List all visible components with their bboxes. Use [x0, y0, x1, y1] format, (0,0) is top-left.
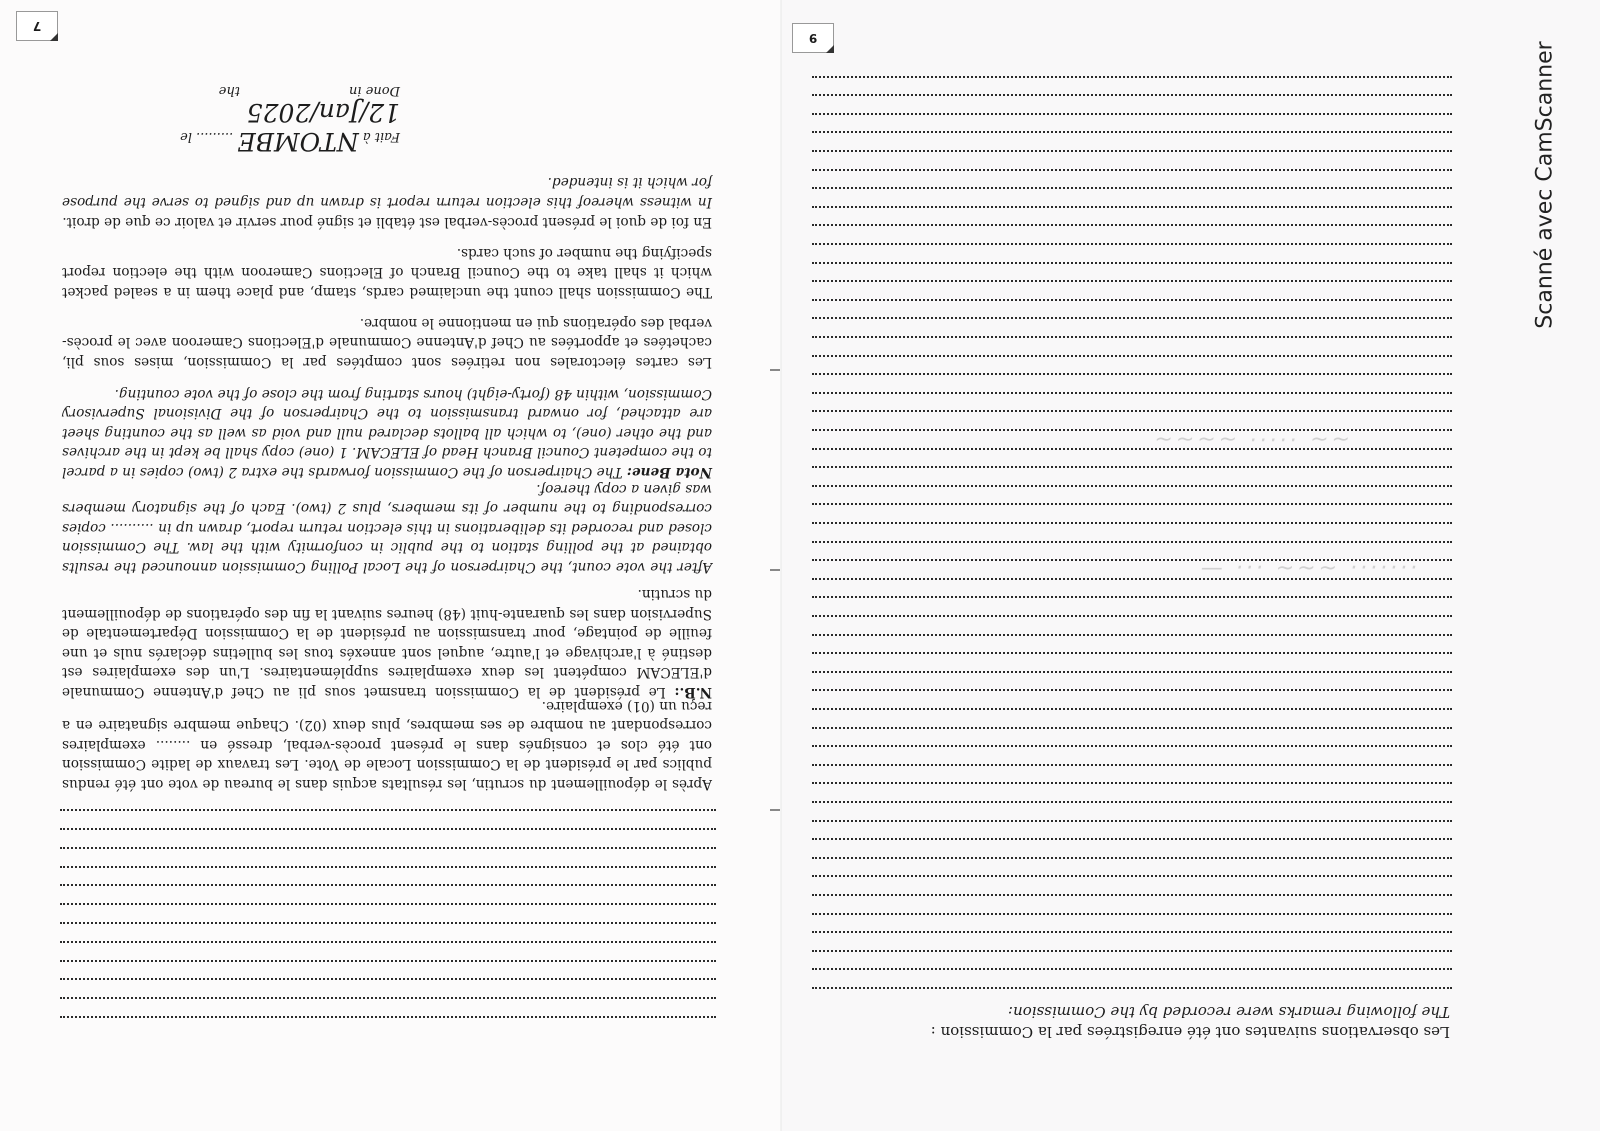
- blank-line[interactable]: [812, 857, 1452, 859]
- blank-line[interactable]: [812, 280, 1452, 282]
- done-in-label: Done in: [349, 83, 400, 98]
- blank-line[interactable]: [812, 745, 1452, 747]
- signature-date[interactable]: 12/Jan/2025: [246, 98, 400, 127]
- blank-line[interactable]: [812, 466, 1452, 468]
- fait-a-label: Fait à: [362, 129, 400, 144]
- blank-line[interactable]: [812, 987, 1452, 989]
- le-label: le: [180, 129, 192, 144]
- blank-line[interactable]: [812, 76, 1452, 78]
- page-number-badge: 7: [16, 11, 58, 41]
- blank-line[interactable]: [60, 1016, 716, 1018]
- blank-line[interactable]: [812, 652, 1452, 654]
- paragraph-fr-results: Après le dépouillement du scrutin, les résultats acquis dans le bureau de vote ont été rendus publics par le président de la Commission Locale de Vote. Les travaux de ladite Commission ont été clos et consignés dans le présent procès-verbal, dressé en ........ exemplaires correspondant au nombre de ses membres, plus deux (02). Chaque membre signataire en a reçu un (01) exemplaire.: [62, 698, 712, 792]
- blank-line[interactable]: [60, 997, 716, 999]
- binding-mark: [770, 809, 780, 811]
- blank-line[interactable]: [812, 243, 1452, 245]
- faint-handwriting-bleedthrough: ~~ ····· ~~~~: [1151, 426, 1350, 451]
- blank-line[interactable]: [812, 875, 1452, 877]
- blank-line[interactable]: [812, 764, 1452, 766]
- blank-line[interactable]: [812, 931, 1452, 933]
- blank-line[interactable]: [60, 847, 716, 849]
- blank-line[interactable]: [812, 429, 1452, 431]
- blank-line[interactable]: [812, 801, 1452, 803]
- paragraph-en-results: After the vote count, the Chairperson of the Local Polling Commission announced the results obtained at the polling station to the public in conformity with the law. The Commission closed and recorded its deliberations in this election return report, drawn up in .......... copies corresponding to the number of its members, plus 2 (two). Each of the signatory members was given a copy thereof.: [62, 481, 712, 575]
- blank-line[interactable]: [60, 978, 716, 980]
- camscanner-watermark: Scanné avec CamScanner: [1532, 41, 1558, 329]
- blank-line[interactable]: [812, 373, 1452, 375]
- blank-line[interactable]: [812, 615, 1452, 617]
- blank-line[interactable]: [812, 541, 1452, 543]
- blank-line[interactable]: [812, 894, 1452, 896]
- blank-line[interactable]: [60, 903, 716, 905]
- blank-line[interactable]: [60, 884, 716, 886]
- blank-line[interactable]: [812, 410, 1452, 412]
- blank-line[interactable]: [60, 866, 716, 868]
- nb-text: Le président de la Commission transmet sous pli au Chef d'Antenne Communale d'ELECAM compétent les deux exemplaires supplémentaires. L'un des exemplaires est destiné à l'archivage et l'autre, auquel sont annexés tous les bulletins déclarés nuls et une feuille de pointage, pour transmission au président de la Commission Départementale de Supervision dans les quarante-huit (48) heures suivant la fin des opérations de dépouillement du scrutin.: [62, 586, 712, 700]
- blank-line[interactable]: [812, 671, 1452, 673]
- paragraph-en-witness: In witness whereof this election return report is drawn up and signed to serve the purpose for which it is intended.: [62, 174, 712, 210]
- paragraph-en-cards: The Commission shall count the unclaimed cards, stamp, and place them in a sealed packet which it shall take to the Council Branch of Elections Cameroon with the election report specifying the number of such cards.: [62, 245, 712, 300]
- blank-line[interactable]: [60, 960, 716, 962]
- blank-line[interactable]: [812, 169, 1452, 171]
- blank-line[interactable]: [812, 634, 1452, 636]
- observations-header-en: The following remarks were recorded by the Commission:: [1007, 1003, 1450, 1021]
- nb-paragraph-fr: [62, 584, 712, 701]
- blank-line[interactable]: [812, 206, 1452, 208]
- blank-line[interactable]: [812, 689, 1452, 691]
- blank-line[interactable]: [812, 968, 1452, 970]
- nota-bene-label: Nota Bene:: [626, 464, 712, 480]
- blank-line[interactable]: [812, 187, 1452, 189]
- blank-line[interactable]: [812, 392, 1452, 394]
- page-number-badge: 9: [792, 23, 834, 53]
- nb-label: N.B.:: [674, 684, 712, 700]
- blank-line[interactable]: [60, 941, 716, 943]
- blank-line[interactable]: [812, 913, 1452, 915]
- page-declarations: [0, 0, 780, 1131]
- blank-line[interactable]: [812, 485, 1452, 487]
- paragraph-fr-witness: En foi de quoi le présent procès-verbal est établi et signé pour servir et valoir ce que de droit.: [62, 214, 712, 230]
- blank-line[interactable]: [812, 336, 1452, 338]
- blank-line[interactable]: [812, 820, 1452, 822]
- blank-line[interactable]: [812, 950, 1452, 952]
- blank-line[interactable]: [812, 131, 1452, 133]
- blank-line[interactable]: [812, 596, 1452, 598]
- signature-place[interactable]: NTOMBE: [237, 127, 359, 156]
- blank-line[interactable]: [812, 503, 1452, 505]
- blank-line[interactable]: [812, 94, 1452, 96]
- observations-header-fr: Les observations suivantes ont été enregistrées par la Commission :: [930, 1023, 1450, 1041]
- blank-line[interactable]: [812, 224, 1452, 226]
- blank-line[interactable]: [812, 727, 1452, 729]
- signature-block: Fait à NTOMBE ......... le 12/Jan/2025 Done in the: [180, 83, 400, 156]
- nota-bene-paragraph: [62, 384, 712, 482]
- blank-line[interactable]: [812, 355, 1452, 357]
- page-observations: [780, 0, 1600, 1131]
- binding-mark: [770, 569, 780, 571]
- faint-handwriting-bleedthrough: — ··· ~~~ ·······: [1200, 556, 1420, 581]
- blank-line[interactable]: [812, 782, 1452, 784]
- blank-line[interactable]: [812, 299, 1452, 301]
- blank-line[interactable]: [812, 150, 1452, 152]
- blank-line[interactable]: [812, 522, 1452, 524]
- the-label: the: [218, 83, 240, 98]
- nota-bene-text: The Chairperson of the Commission forwards the extra 2 (two) copies in a parcel to the competent Council Branch Head of ELECAM. 1 (one) copy shall be kept in the archives and the other (one), to which all ballots declared null and void as well as the counting sheet are attached, for onward transmission to the Chairperson of the Divisional Supervisory Commission, within 48 (forty-eight) hours starting from the close of the vote counting.: [62, 386, 712, 480]
- blank-line[interactable]: [812, 448, 1452, 450]
- binding-mark: [770, 369, 780, 371]
- blank-line[interactable]: [60, 828, 716, 830]
- blank-line[interactable]: [60, 922, 716, 924]
- blank-line[interactable]: [812, 838, 1452, 840]
- blank-line[interactable]: [60, 809, 716, 811]
- blank-line[interactable]: [812, 708, 1452, 710]
- paragraph-fr-cards: Les cartes électorales non retirées sont comptées par la Commission, mises sous pli, cachetées et apportées au Chef d'Antenne Communale d'Elections Cameroon avec le procès-verbal des opérations qui en mentionne le nombre.: [62, 315, 712, 370]
- blank-line[interactable]: [812, 113, 1452, 115]
- blank-line[interactable]: [812, 317, 1452, 319]
- blank-line[interactable]: [812, 262, 1452, 264]
